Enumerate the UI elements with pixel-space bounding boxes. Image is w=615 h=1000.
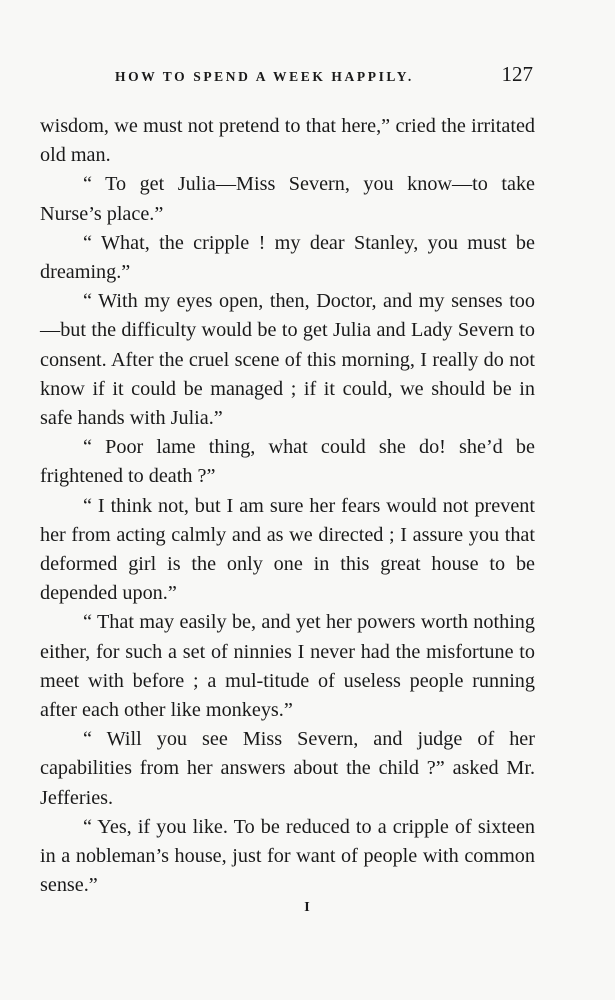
paragraph-continuation: wisdom, we must not pretend to that here,” cried the irritated old man. [40,115,535,167]
body-text [40,112,535,900]
paragraph: “ Will you see Miss Severn, and judge of her capabilities from her answers about the child ?” asked Mr. Jefferies. [40,728,535,809]
paragraph: “ Yes, if you like. To be reduced to a cripple of sixteen in a nobleman’s house, just for want of people with common sense.” [40,815,535,897]
paragraph: “ I think not, but I am sure her fears would not prevent her from acting calmly and as we directed ; I assure you that deformed girl is the only one in this great house to be depended upon.” [40,494,535,605]
paragraph: “ With my eyes open, then, Doctor, and my senses too—but the difficulty would be to get Julia and Lady Severn to consent. After the cruel scene of this morning, I really do not know if it could be managed ; if it could, we should be in safe hands with Julia.” [40,290,535,430]
paragraph: “ Poor lame thing, what could she do! she’d be frightened to death ?” [40,436,535,488]
page-number: 127 [501,62,533,86]
running-head [115,62,533,88]
running-title: HOW TO SPEND A WEEK HAPPILY. [115,69,414,84]
paragraph: “ That may easily be, and yet her powers worth nothing either, for such a set of ninnies I never had the misfortune to meet with before ; a mul-titude of useless people running after each other like monkeys.” [40,611,535,722]
paragraph: “ To get Julia—Miss Severn, you know—to take Nurse’s place.” [40,173,535,225]
signature-mark: I [304,900,311,915]
paragraph: “ What, the cripple ! my dear Stanley, you must be dreaming.” [40,231,535,284]
